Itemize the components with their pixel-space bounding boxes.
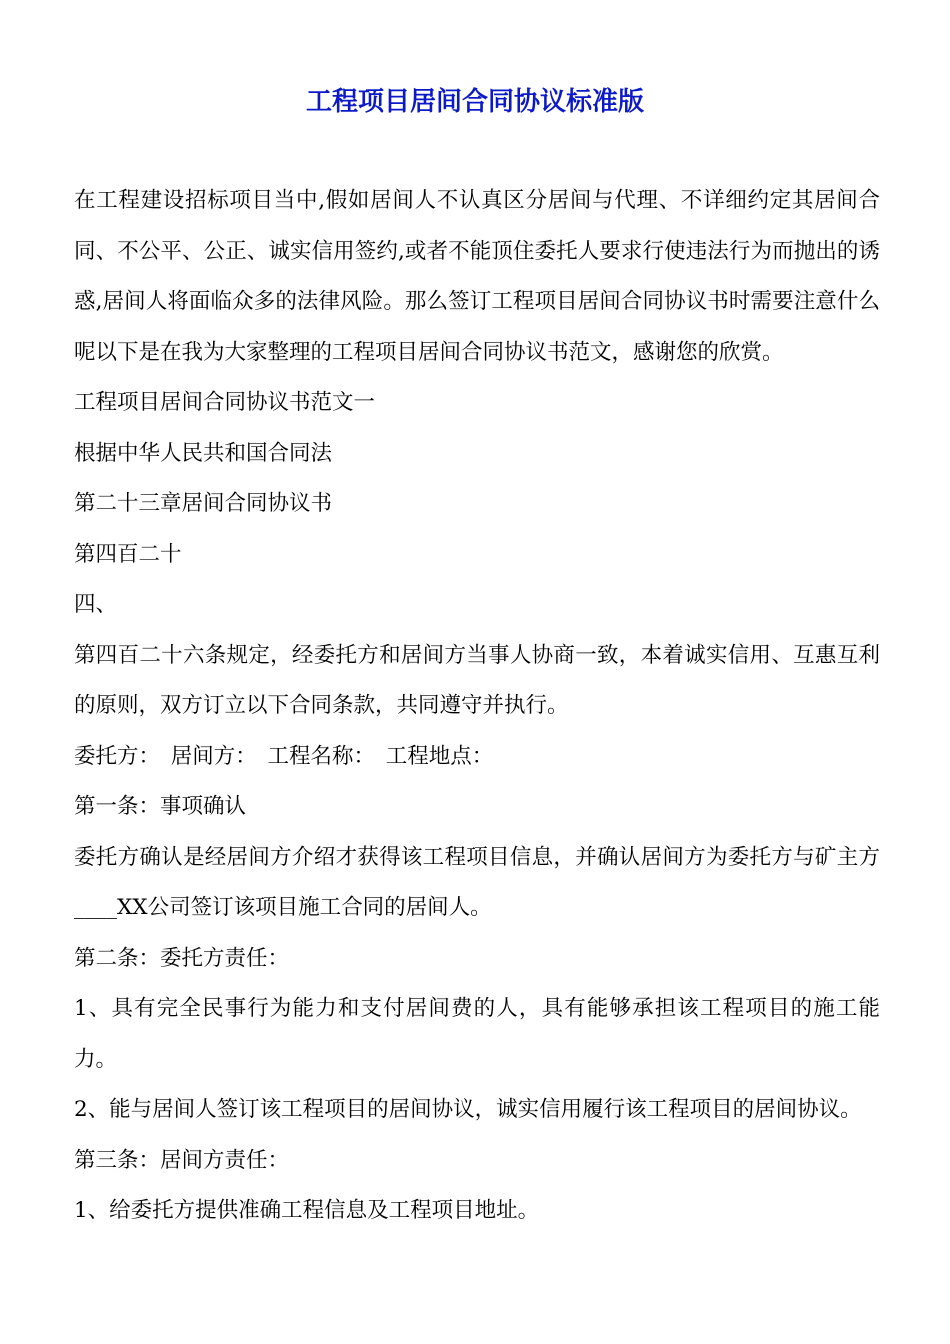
- paragraph-clause-3-heading: 第三条：居间方责任：: [74, 1147, 290, 1173]
- paragraph-article-number: 第四百二十: [74, 541, 182, 567]
- paragraph-chapter: 第二十三章居间合同协议书: [74, 491, 333, 516]
- paragraph-sample-heading: 工程项目居间合同协议书范文一: [74, 390, 376, 415]
- paragraph-clause-2-item-1: 1、具有完全民事行为能力和支付居间费的人，具有能够承担该工程项目的施工能力。: [74, 996, 880, 1072]
- paragraph-article-426: 第四百二十六条规定，经委托方和居间方当事人协商一致，本着诚实信用、互惠互利的原则，双方订立以下合同条款，共同遵守并执行。: [74, 642, 880, 718]
- paragraph-clause-1-body: 委托方确认是经居间方介绍才获得该工程项目信息，并确认居间方为委托方与矿主方____XX公司签订该项目施工合同的居间人。: [74, 844, 880, 920]
- paragraph-parties: 委托方： 居间方： 工程名称： 工程地点：: [74, 743, 494, 769]
- paragraph-clause-2-heading: 第二条：委托方责任：: [74, 945, 290, 971]
- document-body: [74, 176, 880, 1237]
- paragraph-clause-3-item-1: 1、给委托方提供准确工程信息及工程项目地址。: [74, 1198, 540, 1223]
- paragraph-intro: 在工程建设招标项目当中,假如居间人不认真区分居间与代理、不详细约定其居间合同、不公平、公正、诚实信用签约,或者不能顶住委托人要求行使违法行为而抛出的诱惑,居间人将面临众多的法律风险。那么签订工程项目居间合同协议书时需要注意什么呢以下是在我为大家整理的工程项目居间合同协议书范文，感谢您的欣赏。: [74, 188, 880, 365]
- document-title: 工程项目居间合同协议标准版: [305, 87, 644, 117]
- paragraph-clause-1-heading: 第一条：事项确认: [74, 794, 247, 819]
- paragraph-clause-2-item-2: 2、能与居间人签订该工程项目的居间协议，诚实信用履行该工程项目的居间协议。: [74, 1097, 862, 1122]
- paragraph-law-basis: 根据中华人民共和国合同法: [74, 440, 333, 466]
- paragraph-four: 四、: [74, 592, 118, 617]
